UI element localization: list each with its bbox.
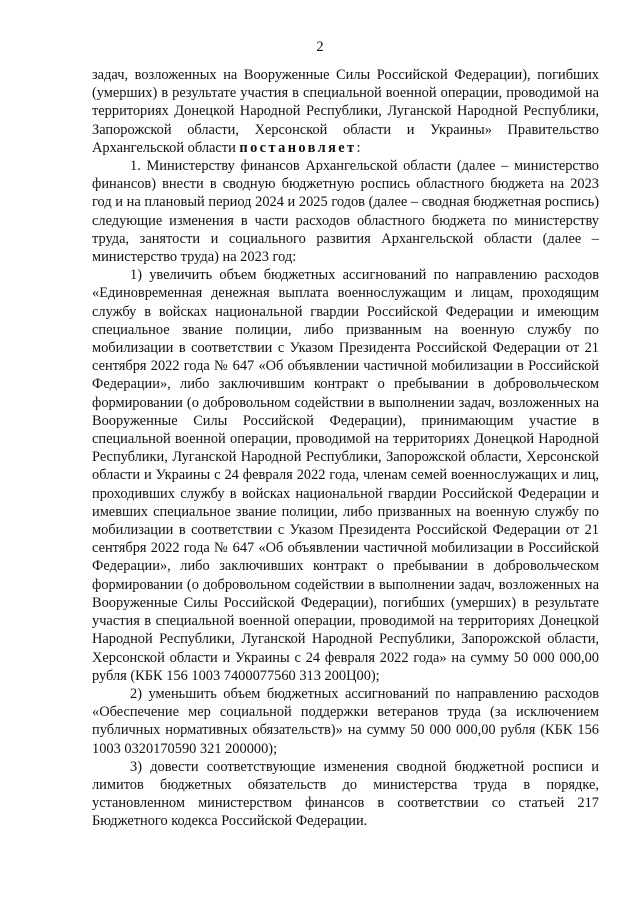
subpoint-1-paragraph: 1) увеличить объем бюджетных ассигнований по направлению расходов «Единовременная денежная выплата военнослужащим и лицам, проходящим службу в войсках национальной гвардии Российской Федерации и имеющим специальное звание полиции, либо призванным на военную службу по мобилизации в соответствии с Указом Президента Российской Федерации от 21 сентября 2022 года № 647 «Об объявлении частичной мобилизации в Российской Федерации», либо заключившим контракт о пребывании в добровольческом формировании (о добровольном содействии в выполнении задач, возложенных на Вооруженные Силы Российской Федерации), принимающим участие в специальной военной операции, проводимой на территориях Донецкой Народной Республики, Луганской Народной Республики, Запорожской области, Херсонской области и Украины с 24 февраля 2022 года, членам семей военнослужащих и лиц, проходивших службу в войсках национальной гвардии Российской Федерации и имевших специальное звание полиции, либо призванных на военную службу по мобилизации в соответствии с Указом Президента Российской Федерации от 21 сентября 2022 года № 647 «Об объявлении частичной мобилизации в Российской Федерации», либо заключивших контракт о пребывании в добровольческом формировании (о добровольном содействии в выполнении задач, возложенных на Вооруженные Силы Российской Федерации), погибших (умерших) в результате участия в специальной военной операции, проводимой на территориях Донецкой Народной Республики, Луганской Народной Республики, Запорожской области, Херсонской области и Украины с 24 февраля 2022 года» на сумму 50 000 000,00 рубля (КБК 156 1003 7400077560 313 200Ц00); xyxy=(92,267,599,684)
subpoint-2-paragraph: 2) уменьшить объем бюджетных ассигнований по направлению расходов «Обеспечение мер социальной поддержки ветеранов труда (за исключением публичных нормативных обязательств)» на сумму 50 000 000,00 рубля (КБК 156 1003 0320170590 321 200000); xyxy=(92,685,599,757)
point-1-paragraph: 1. Министерству финансов Архангельской области (далее – министерство финансов) внести в сводную бюджетную роспись областного бюджета на 2023 год и на плановый период 2024 и 2025 годов (далее – сводная бюджетная роспись) следующие изменения в части расходов областного бюджета по министерству труда, занятости и социального развития Архангельской области (далее – министерство труда) на 2023 год: xyxy=(92,158,599,266)
intro-paragraph xyxy=(92,66,599,157)
decree-keyword: постановляет xyxy=(239,139,357,156)
document-body xyxy=(92,66,599,831)
page-number: 2 xyxy=(316,39,324,55)
intro-end: : xyxy=(356,139,361,156)
intro-text: задач, возложенных на Вооруженные Силы Российской Федерации), погибших (умерших) в результате участия в специальной военной операции, проводимой на территориях Донецкой Народной Республики, Луганской Народной Республики, Запорожской области, Херсонской области и Украины» Правительство Архангельской области xyxy=(92,67,599,156)
subpoint-3-paragraph: 3) довести соответствующие изменения сводной бюджетной росписи и лимитов бюджетных обязательств до министерства труда в порядке, установленном министерством финансов в соответствии со статьей 217 Бюджетного кодекса Российской Федерации. xyxy=(92,758,599,830)
